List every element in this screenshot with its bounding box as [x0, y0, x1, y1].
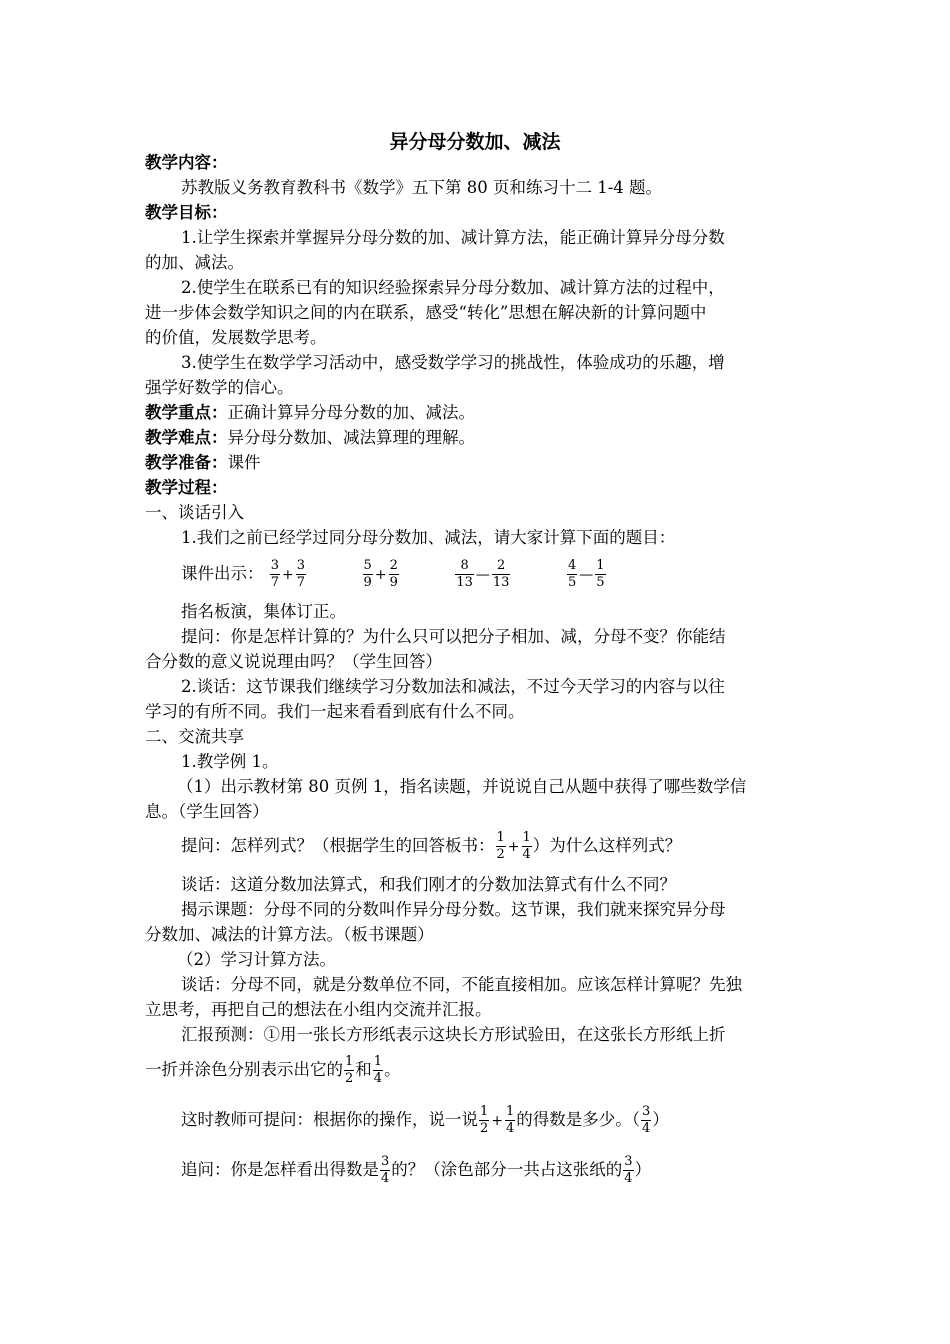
question-text-end: ）为什么这样列式？	[532, 836, 682, 855]
follow-text-end: ）	[634, 1160, 652, 1179]
process-heading: 教学过程：	[145, 478, 228, 497]
section-2-para-1: 1.教学例 1。	[181, 752, 279, 771]
follow-text: 追问：你是怎样看出得数是	[181, 1160, 379, 1179]
prediction-and: 和	[355, 1060, 372, 1079]
plus-sign: +	[374, 566, 387, 583]
section-2-para-2-line-1: （1）出示教材第 80 页例 1，指名读题，并说说自己从题中获得了哪些数学信	[177, 777, 747, 796]
section-2-sub-2: （2）学习计算方法。	[177, 950, 336, 969]
courseware-exercises	[181, 551, 607, 598]
section-1-para-3-line-2: 合分数的意义说说理由吗？（学生回答）	[145, 652, 442, 671]
plus-sign: +	[507, 838, 520, 855]
courseware-label: 课件出示：	[181, 564, 264, 583]
fraction: $\frac{2}{9}$	[389, 558, 398, 590]
plus-sign: +	[491, 1112, 504, 1129]
minus-sign: —	[475, 566, 490, 583]
fraction: $\frac{1}{2}$	[480, 1104, 489, 1136]
preparation-line	[145, 451, 261, 475]
fraction: $\frac{8}{13}$	[456, 558, 473, 590]
goals-heading: 教学目标：	[145, 203, 228, 222]
section-2-talk: 谈话：这道分数加法算式，和我们刚才的分数加法算式有什么不同？	[181, 875, 676, 894]
section-2-prediction-line-2	[145, 1047, 401, 1093]
page-title: 异分母分数加、减法	[389, 131, 561, 153]
key-points-line	[145, 401, 475, 425]
fraction: $\frac{1}{5}$	[596, 558, 605, 590]
fraction: $\frac{3}{4}$	[381, 1154, 390, 1186]
key-points-heading: 教学重点：	[145, 403, 228, 422]
goal-3-line-1: 3.使学生在数学学习活动中，感受数学学习的挑战性，体验成功的乐趣，增	[181, 353, 725, 372]
fraction: $\frac{1}{4}$	[506, 1104, 515, 1136]
section-1-para-4-line-1: 2.谈话：这节课我们继续学习分数加法和减法，不过今天学习的内容与以往	[181, 677, 725, 696]
fraction: $\frac{5}{9}$	[363, 558, 372, 590]
content-heading: 教学内容：	[145, 153, 228, 172]
fraction: $\frac{1}{4}$	[522, 830, 531, 862]
plus-sign: +	[282, 566, 294, 583]
difficulty-heading: 教学难点：	[145, 428, 228, 447]
difficulty-text: 异分母分数加、减法算理的理解。	[227, 428, 475, 447]
section-2-follow-up	[181, 1147, 651, 1193]
fraction: $\frac{4}{5}$	[567, 558, 577, 590]
prediction-text: 一折并涂色分别表示出它的	[145, 1060, 343, 1079]
key-points-text: 正确计算异分母分数的加、减法。	[227, 403, 475, 422]
section-2-reveal-line-1: 揭示课题：分母不同的分数叫作异分母分数。这节课，我们就来探究异分母	[181, 900, 726, 919]
section-2-teacher-ask	[181, 1097, 669, 1144]
goal-1-line-1: 1.让学生探索并掌握异分母分数的加、减计算方法，能正确计算异分母分数	[181, 228, 725, 247]
fraction: $\frac{3}{7}$	[270, 558, 280, 590]
fraction: $\frac{1}{2}$	[496, 830, 505, 862]
section-2-question	[181, 823, 681, 870]
section-1-para-1: 1.我们之前已经学过同分母分数加、减法，请大家计算下面的题目：	[181, 528, 676, 547]
follow-text-mid: 的？（涂色部分一共占这张纸的	[391, 1160, 623, 1179]
section-2-prediction-line-1: 汇报预测：①用一张长方形纸表示这块长方形试验田，在这张长方形纸上折	[181, 1025, 726, 1044]
goal-2-line-1: 2.使学生在联系已有的知识经验探索异分母分数加、减计算方法的过程中，	[181, 278, 725, 297]
section-1-heading: 一、谈话引入	[145, 503, 244, 522]
ask-text-end: ）	[652, 1110, 669, 1129]
preparation-text: 课件	[227, 453, 261, 472]
fraction: $\frac{3}{7}$	[296, 558, 306, 590]
ask-text-mid: 的得数是多少。（	[516, 1110, 641, 1129]
section-2-talk-2-line-2: 立思考，再把自己的想法在小组内交流并汇报。	[145, 1000, 492, 1019]
minus-sign: —	[579, 566, 594, 583]
goal-1-line-2: 的加、减法。	[145, 253, 244, 272]
ask-text: 这时教师可提问：根据你的操作，说一说	[181, 1110, 478, 1129]
goal-2-line-3: 的价值，发展数学思考。	[145, 328, 327, 347]
section-2-para-2-line-2: 息。（学生回答）	[145, 802, 269, 821]
section-2-talk-2-line-1: 谈话：分母不同，就是分数单位不同，不能直接相加。应该怎样计算呢？先独	[181, 975, 742, 994]
section-2-heading: 二、交流共享	[145, 727, 244, 746]
fraction: $\frac{2}{13}$	[492, 558, 510, 590]
prediction-end: 。	[384, 1060, 401, 1079]
section-2-reveal-line-2: 分数加、减法的计算方法。（板书课题）	[145, 925, 434, 944]
question-text: 提问：怎样列式？（根据学生的回答板书：	[181, 836, 495, 855]
goal-3-line-2: 强学好数学的信心。	[145, 378, 294, 397]
difficulty-line	[145, 426, 475, 450]
preparation-heading: 教学准备：	[145, 453, 228, 472]
content-text: 苏教版义务教育教科书《数学》五下第 80 页和练习十二 1-4 题。	[181, 178, 663, 197]
section-1-para-2: 指名板演，集体订正。	[181, 602, 346, 621]
section-1-para-3-line-1: 提问：你是怎样计算的？为什么只可以把分子相加、减，分母不变？你能结	[181, 627, 726, 646]
fraction: $\frac{3}{4}$	[642, 1104, 651, 1136]
fraction: $\frac{1}{4}$	[373, 1054, 383, 1086]
goal-2-line-2: 进一步体会数学知识之间的内在联系，感受“转化”思想在解决新的计算问题中	[145, 303, 707, 322]
section-1-para-4-line-2: 学习的有所不同。我们一起来看看到底有什么不同。	[145, 702, 525, 721]
fraction: $\frac{1}{2}$	[345, 1054, 354, 1086]
fraction: $\frac{3}{4}$	[624, 1154, 633, 1186]
